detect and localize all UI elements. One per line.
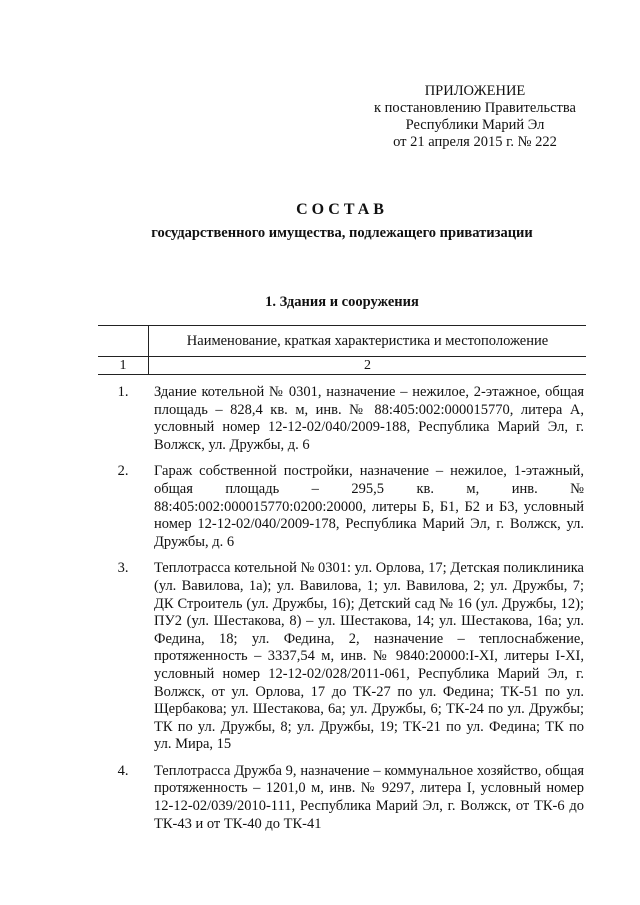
index-number-cell: 1 [98,357,149,374]
row-number: 4. [117,762,129,779]
row-description: Гараж собственной постройки, назначение – нежилое, 1-этажный, общая площадь – 295,5 кв. м, инв. № 88:405:002:000015770:0200:20000, литеры Б, Б1, Б2 и Б3, условный номер 12-12-02/040/2009-178, Республика Марий Эл, г. Волжск, ул. Дружбы, д. 6 [154,463,584,550]
table-index-row [98,357,586,375]
row-number: 2. [117,463,129,480]
header-name-cell: Наименование, краткая характеристика и местоположение [186,333,549,349]
header-number-cell [98,326,149,356]
table-row [98,384,586,454]
appendix-label: ПРИЛОЖЕНИЕ [424,83,526,99]
table-header-row [98,325,586,357]
appendix-republic-line: Республики Марий Эл [405,117,545,133]
property-table [98,325,586,833]
row-description: Теплотрасса котельной № 0301: ул. Орлова, 17; Детская поликлиника (ул. Вавилова, 1а); ул. Вавилова, 1; ул. Вавилова, 2; ул. Дружбы, 7; ДК Строитель (ул. Дружбы, 16); Детский сад № 16 (ул. Дружбы, 12); ПУ2 (ул. Шестакова, 8) – ул. Шестакова, 14; ул. Шестакова, 16а; ул. Федина, 18; ул. Федина, 2, назначение – теплоснабжение, протяженность – 3337,54 м, инв. № 9840:20000:I-XI, литеры I-XI, условный номер 12-12-02/028/2011-061, Республика Марий Эл, г. Волжск, от ул. Орлова, 17 до ТК-27 по ул. Федина; ТК-51 по ул. Щербакова; ул. Шестакова, 6а; ул. Дружбы, 6; ТК-24 по ул. Дружбы; ТК по ул. Дружбы, 8; ул. Дружбы, 19; ТК-21 по ул. Федина; ТК по ул. Мира, 15 [154,560,584,753]
table-row [98,763,586,833]
appendix-date-line: от 21 апреля 2015 г. № 222 [393,134,557,150]
section-title: 1. Здания и сооружения [265,294,419,310]
row-number: 1. [117,384,129,400]
table-row [98,560,586,754]
index-name-cell: 2 [364,358,371,373]
row-number: 3. [117,560,129,577]
table-row [98,463,586,551]
document-subtitle: государственного имущества, подлежащего приватизации [151,225,533,241]
appendix-header [340,83,610,151]
document-title: СОСТАВ [296,201,388,218]
row-description: Теплотрасса Дружба 9, назначение – коммунальное хозяйство, общая протяженность – 1201,0 м, инв. № 9297, литера I, условный номер 12-12-02/039/2010-111, Республика Марий Эл, г. Волжск, от ТК-6 до ТК-43 и от ТК-40 до ТК-41 [154,762,584,832]
row-description: Здание котельной № 0301, назначение – нежилое, 2-этажное, общая площадь – 828,4 кв. м, инв. № 88:405:002:000015770, литера А, условный номер 12-12-02/040/2009-188, Республика Марий Эл, г. Волжск, ул. Дружбы, д. 6 [154,384,584,453]
appendix-decree-line: к постановлению Правительства [374,100,576,116]
